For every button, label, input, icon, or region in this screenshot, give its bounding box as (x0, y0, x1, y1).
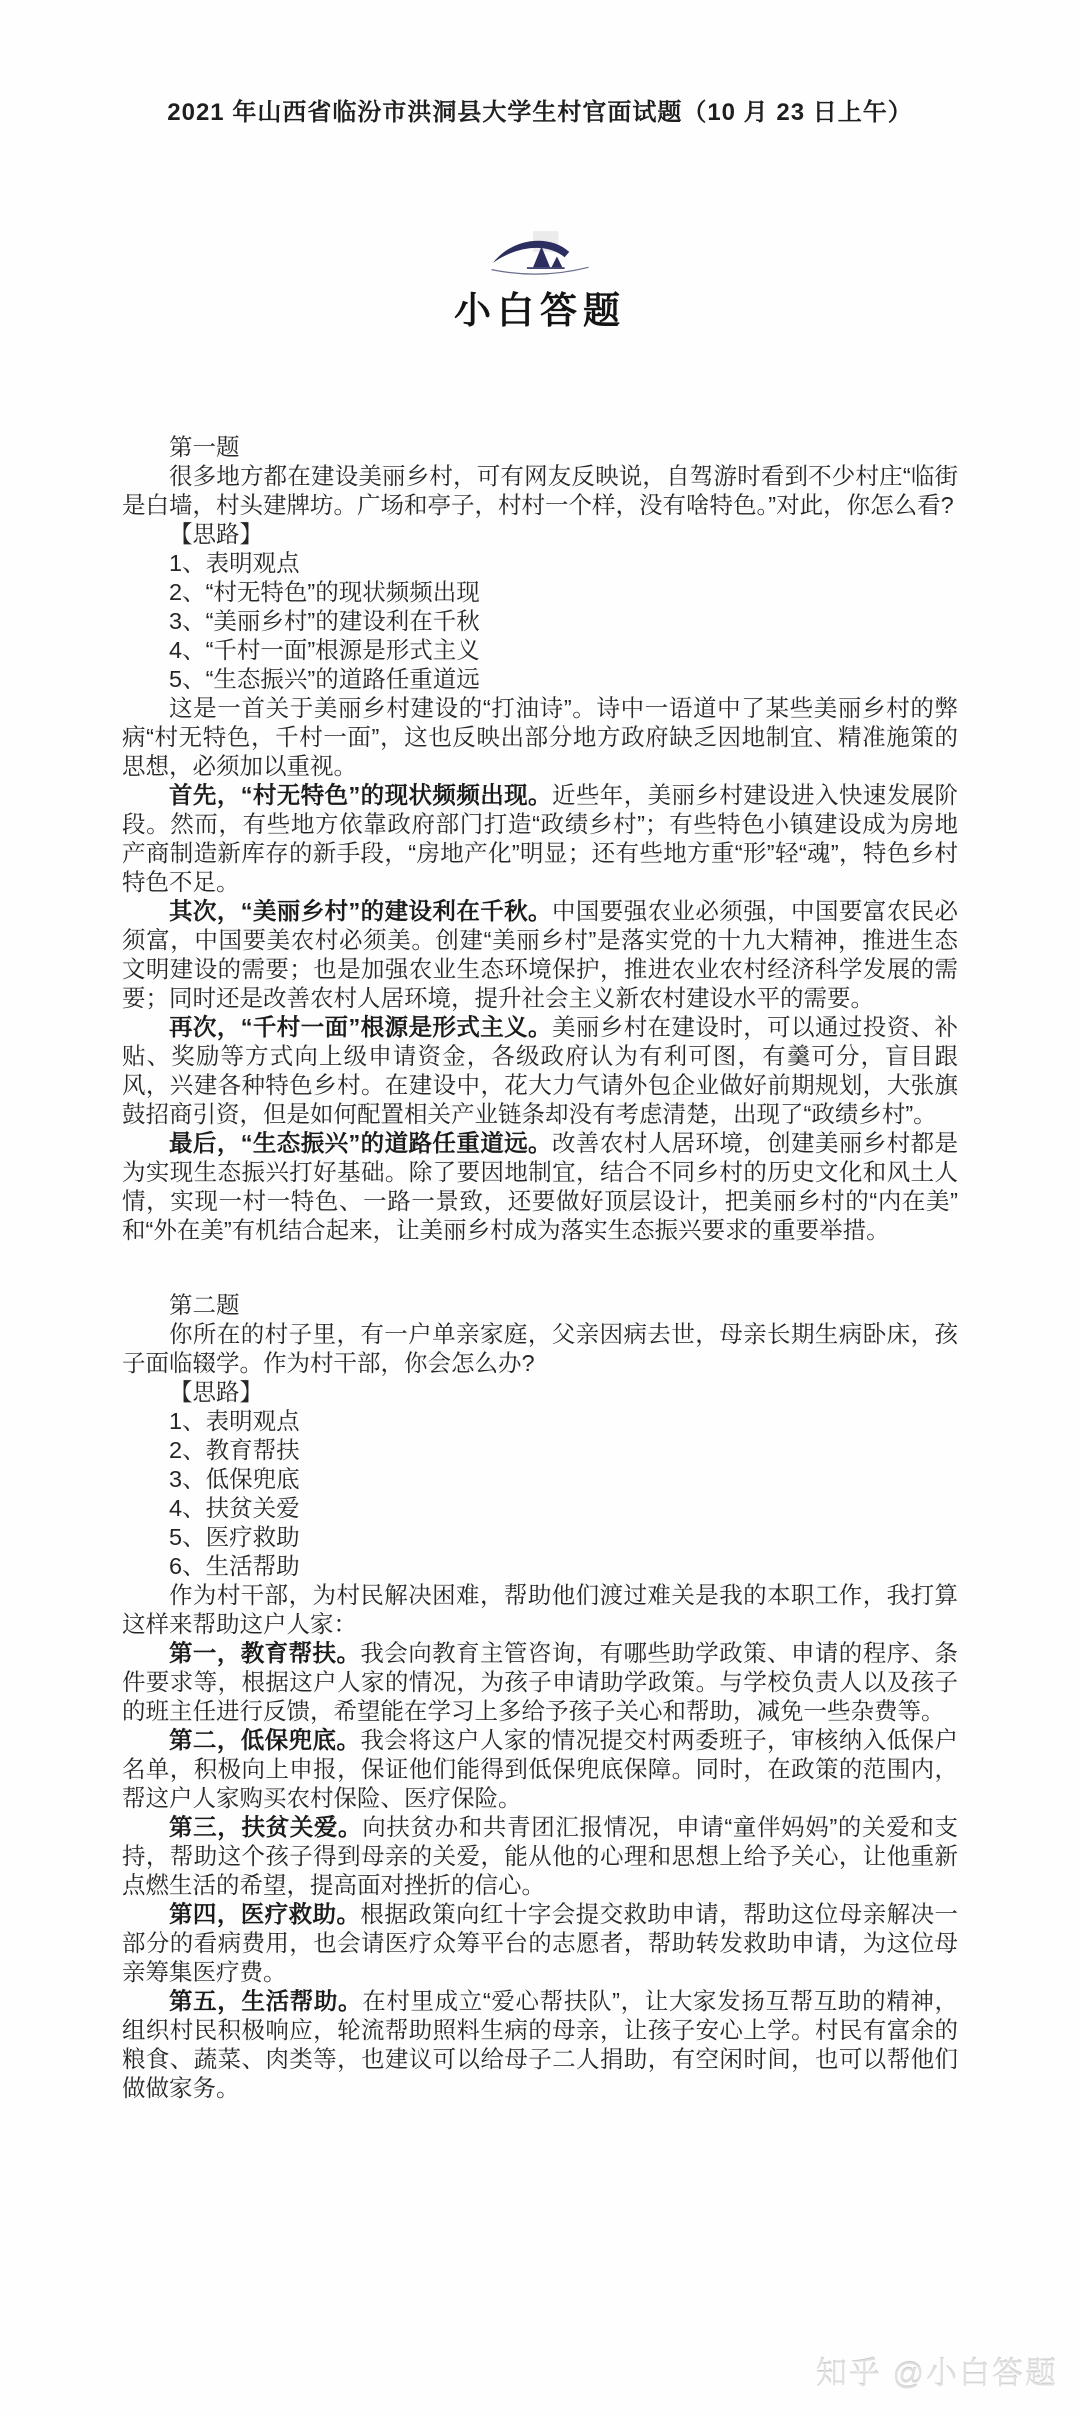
q1-paragraph-5 (122, 1129, 958, 1245)
page-title: 2021 年山西省临汾市洪洞县大学生村官面试题（10 月 23 日上午） (167, 99, 913, 126)
q1-outline-item-2: 2、“村无特色”的现状频频出现 (169, 579, 480, 605)
q2-outline-item-6: 6、生活帮助 (169, 1553, 300, 1579)
paragraph-text: 根据政策向红十字会提交救助申请，帮助这位母亲解决一部分的看病费用，也会请医疗众筹平台的志愿者，帮助转发救助申请，为这位母亲筹集医疗费。 (122, 1901, 958, 1985)
question-2-section (122, 1291, 958, 2103)
q2-outline-item-4: 4、扶贫关爱 (169, 1495, 300, 1521)
question-2-text: 你所在的村子里，有一户单亲家庭，父亲因病去世，母亲长期生病卧床，孩子面临辍学。作为村干部，你会怎么办? (122, 1321, 958, 1376)
paragraph-lead: 第二，低保兜底。 (169, 1727, 361, 1753)
paragraph-lead: 再次，“千村一面”根源是形式主义。 (169, 1014, 552, 1040)
paragraph-text: 美丽乡村在建设时，可以通过投资、补贴、奖励等方式向上级申请资金，各级政府认为有利可图，有羹可分，盲目跟风，兴建各种特色乡村。在建设中，花大力气请外包企业做好前期规划，大张旗鼓招商引资，但是如何配置相关产业链条却没有考虑清楚，出现了“政绩乡村”。 (122, 1014, 959, 1127)
question-1-text: 很多地方都在建设美丽乡村，可有网友反映说，自驾游时看到不少村庄“临街是白墙，村头建牌坊。广场和亭子，村村一个样，没有啥特色。”对此，你怎么看? (122, 463, 958, 518)
paragraph-text: 我会向教育主管咨询，有哪些助学政策、申请的程序、条件要求等，根据这户人家的情况，为孩子申请助学政策。与学校负责人以及孩子的班主任进行反馈，希望能在学习上多给予孩子关心和帮助，减免一些杂费等。 (122, 1640, 958, 1724)
paragraph-lead: 最后，“生态振兴”的道路任重道远。 (169, 1130, 552, 1156)
question-1-outline-label: 【思路】 (169, 521, 263, 547)
q1-paragraph-1 (122, 694, 958, 781)
q2-outline-item-3: 3、低保兜底 (169, 1466, 300, 1492)
q2-outline-item-1: 1、表明观点 (169, 1408, 300, 1434)
paragraph-text: 在村里成立“爱心帮扶队”，让大家发扬互帮互助的精神，组织村民积极响应，轮流帮助照料生病的母亲，让孩子安心上学。村民有富余的粮食、蔬菜、肉类等，也建议可以给母子二人捐助，有空闲时间，也可以帮他们做做家务。 (122, 1988, 959, 2101)
paragraph-text: 中国要强农业必须强，中国要富农民必须富，中国要美农村必须美。创建“美丽乡村”是落实党的十九大精神，推进生态文明建设的需要；也是加强农业生态环境保护，推进农业农村经济科学发展的需要；同时还是改善农村人居环境，提升社会主义新农村建设水平的需要。 (122, 898, 959, 1011)
brand-logo (0, 230, 1080, 331)
question-1-heading: 第一题 (169, 434, 240, 460)
paragraph-text: 改善农村人居环境，创建美丽乡村都是为实现生态振兴打好基础。除了要因地制宜，结合不同乡村的历史文化和风土人情，实现一村一特色、一路一景致，还要做好顶层设计，把美丽乡村的“内在美”和“外在美”有机结合起来，让美丽乡村成为落实生态振兴要求的重要举措。 (122, 1130, 959, 1243)
paragraph-lead: 第一，教育帮扶。 (169, 1640, 361, 1666)
q1-outline-item-1: 1、表明观点 (169, 550, 300, 576)
q1-outline-item-3: 3、“美丽乡村”的建设利在千秋 (169, 608, 480, 634)
paragraph-text: 近些年，美丽乡村建设进入快速发展阶段。然而，有些地方依靠政府部门打造“政绩乡村”；有些特色小镇建设成为房地产商制造新库存的新手段，“房地产化”明显；还有些地方重“形”轻“魂”，特色乡村特色不足。 (122, 782, 959, 895)
question-2-outline-label: 【思路】 (169, 1379, 263, 1405)
eye-swoosh-logo-icon (490, 230, 590, 280)
q2-paragraph-6 (122, 1987, 958, 2103)
q2-paragraph-5 (122, 1900, 958, 1987)
q2-paragraph-3 (122, 1726, 958, 1813)
q2-outline-item-5: 5、医疗救助 (169, 1524, 300, 1550)
paragraph-lead: 第五，生活帮助。 (169, 1988, 363, 2014)
q1-paragraph-4 (122, 1013, 958, 1129)
q2-outline-item-2: 2、教育帮扶 (169, 1437, 300, 1463)
watermark: 知乎 @小白答题 (815, 2356, 1058, 2391)
paragraph-text: 我会将这户人家的情况提交村两委班子，审核纳入低保户名单，积极向上申报，保证他们能得到低保兜底保障。同时，在政策的范围内，帮这户人家购买农村保险、医疗保险。 (122, 1727, 958, 1811)
question-1-section (122, 433, 958, 1245)
paragraph-lead: 其次，“美丽乡村”的建设利在千秋。 (169, 898, 552, 924)
q1-outline-item-5: 5、“生态振兴”的道路任重道远 (169, 666, 480, 692)
q2-paragraph-1 (122, 1581, 958, 1639)
q1-paragraph-2 (122, 781, 958, 897)
q1-paragraph-3 (122, 897, 958, 1013)
q1-outline-item-4: 4、“千村一面”根源是形式主义 (169, 637, 480, 663)
paragraph-lead: 第四，医疗救助。 (169, 1901, 361, 1927)
paragraph-text: 作为村干部，为村民解决困难，帮助他们渡过难关是我的本职工作，我打算这样来帮助这户人家： (122, 1582, 958, 1637)
q2-paragraph-4 (122, 1813, 958, 1900)
paragraph-lead: 首先，“村无特色”的现状频频出现。 (169, 782, 552, 808)
brand-name: 小白答题 (454, 290, 626, 331)
document-body (0, 433, 1080, 2103)
paragraph-text: 向扶贫办和共青团汇报情况，申请“童伴妈妈”的关爱和支持，帮助这个孩子得到母亲的关爱，能从他的心理和思想上给予关心，让他重新点燃生活的希望，提高面对挫折的信心。 (122, 1814, 959, 1898)
q2-paragraph-2 (122, 1639, 958, 1726)
paragraph-text: 这是一首关于美丽乡村建设的“打油诗”。诗中一语道中了某些美丽乡村的弊病“村无特色，千村一面”，这也反映出部分地方政府缺乏因地制宜、精准施策的思想，必须加以重视。 (122, 695, 958, 779)
question-2-heading: 第二题 (169, 1292, 240, 1318)
paragraph-lead: 第三，扶贫关爱。 (169, 1814, 363, 1840)
